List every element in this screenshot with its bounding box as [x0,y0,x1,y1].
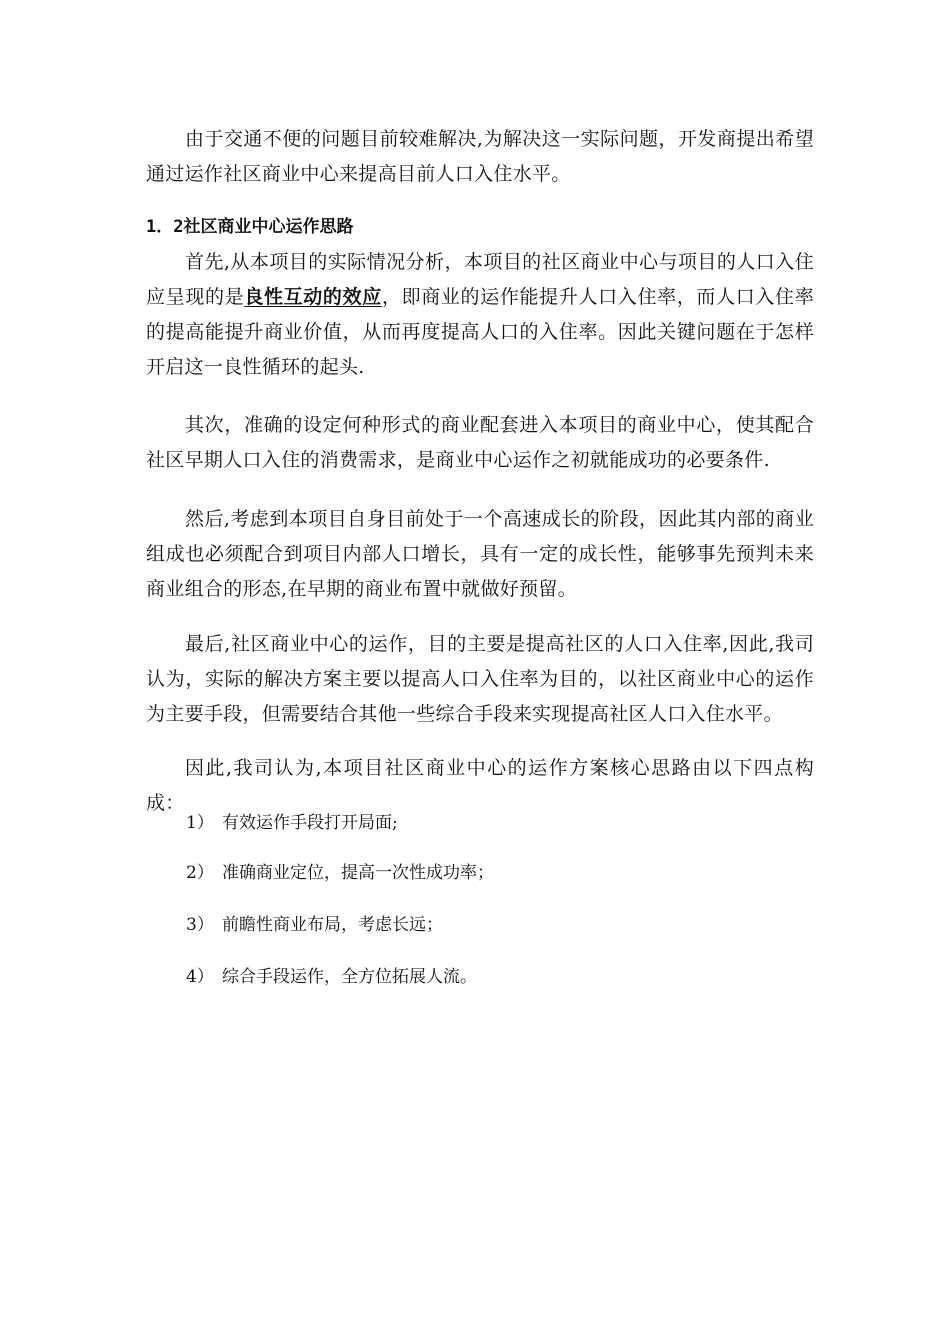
list-item [186,858,494,888]
paragraph-second: 其次，准确的设定何种形式的商业配套进入本项目的商业中心，使其配合社区早期人口入住的消费需求，是商业中心运作之初就能成功的必要条件. [146,414,814,471]
paragraph-third: 然后,考虑到本项目自身目前处于一个高速成长的阶段，因此其内部的商业组成也必须配合到项目内部人口增长，具有一定的成长性，能够事先预判未来商业组合的形态,在早期的商业布置中就做好预留。 [146,508,814,600]
list-item [186,808,398,838]
list-text: 综合手段运作，全方位拓展人流。 [222,967,477,987]
paragraph-first [146,245,814,385]
list-item [186,962,477,992]
list-marker: 4） [186,967,214,987]
list-text: 有效运作手段打开局面; [222,813,398,833]
paragraph-conclusion: 因此,我司认为,本项目社区商业中心的运作方案核心思路由以下四点构成： [146,757,814,814]
section-number: 1．2 [146,217,184,237]
section-title: 社区商业中心运作思路 [183,217,354,237]
emphasis-text: 良性互动的效应 [244,286,382,308]
paragraph-intro: 由于交通不便的问题目前较难解决,为解决这一实际问题，开发商提出希望通过运作社区商业中心来提高目前人口入住水平。 [146,128,814,185]
list-marker: 1） [186,813,214,833]
list-text: 前瞻性商业布局，考虑长远； [222,915,443,935]
list-item [186,910,443,940]
list-text: 准确商业定位，提高一次性成功率； [222,863,494,883]
paragraph-first-after: ，即商业的运作能提升人口入住率，而人口入住率的提高能提升商业价值，从而再度提高人口的入住率。因此关键问题在于怎样开启这一良性循环的起头. [146,286,814,378]
paragraph-first-before: 首先,从本项目的实际情况分析，本项目的社区商业中心与项目的人口入住应呈现的是 [146,251,814,308]
paragraph-fourth: 最后,社区商业中心的运作，目的主要是提高社区的人口入住率,因此,我司认为，实际的解决方案主要以提高人口入住率为目的，以社区商业中心的运作为主要手段，但需要结合其他一些综合手段来实现提高社区人口入住水平。 [146,633,814,725]
section-heading [146,212,353,242]
list-marker: 3） [186,915,214,935]
list-marker: 2） [186,863,214,883]
